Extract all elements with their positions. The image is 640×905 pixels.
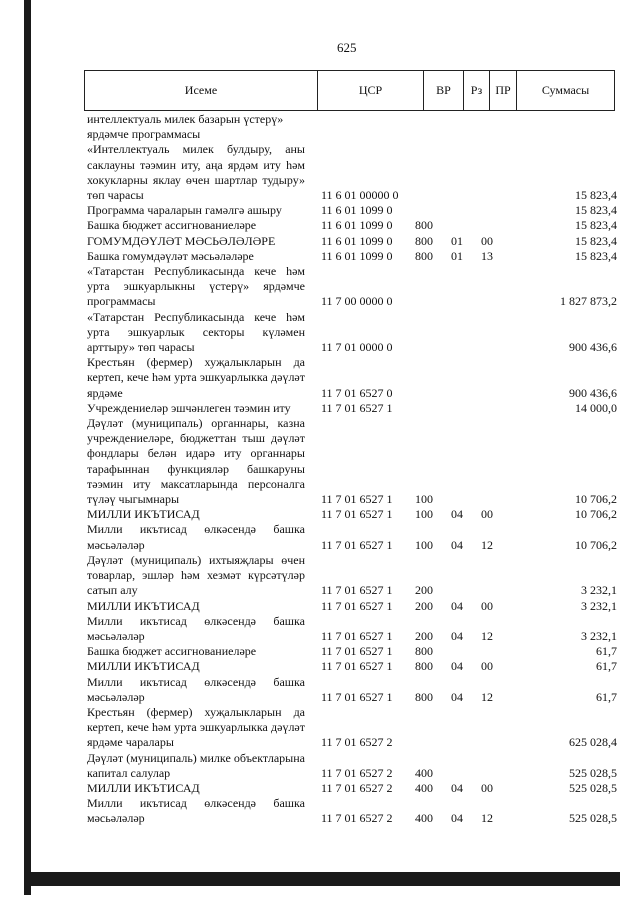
rz-cell: 04 [451, 689, 463, 704]
name-cell: МИЛЛИ ИКЪТИСАД [87, 659, 200, 674]
name-cell: МИЛЛИ ИКЪТИСАД [87, 507, 200, 522]
pr-cell: 12 [481, 537, 493, 552]
pr-cell: 00 [481, 659, 493, 674]
table-row [87, 522, 617, 552]
scan-bottom-edge [24, 872, 620, 886]
pr-cell: 00 [481, 780, 493, 795]
sum-cell: 525 028,5 [569, 765, 617, 780]
csr-cell: 11 7 01 6527 1 [321, 507, 393, 522]
table-row [87, 310, 617, 356]
name-cell: «Татарстан Республикасында кече һәм урта эшкуарлык секторы күләмен арттыру» төп чарасы [87, 309, 305, 355]
sum-cell: 3 232,1 [581, 628, 617, 643]
rz-cell: 01 [451, 248, 463, 263]
table-row [87, 553, 617, 599]
rz-cell: 04 [451, 507, 463, 522]
name-cell: Милли икътисад өлкәсендә башка мәсьәләләр [87, 674, 305, 704]
budget-table-body [87, 112, 617, 827]
name-cell: Крестьян (фермер) хуҗалыкларын да кертеп, кече һәм урта эшкуарлыкка дәүләт ярдәме чаралары [87, 704, 305, 750]
vr-cell: 800 [415, 218, 433, 233]
sum-cell: 14 000,0 [575, 400, 617, 415]
table-row [87, 705, 617, 751]
rz-cell: 04 [451, 659, 463, 674]
csr-cell: 11 6 01 00000 0 [321, 188, 399, 203]
sum-cell: 61,7 [596, 644, 617, 659]
vr-cell: 200 [415, 598, 433, 613]
sum-cell: 10 706,2 [575, 507, 617, 522]
vr-cell: 200 [415, 583, 433, 598]
csr-cell: 11 7 01 6527 1 [321, 598, 393, 613]
vr-cell: 100 [415, 507, 433, 522]
name-cell: МИЛЛИ ИКЪТИСАД [87, 780, 200, 795]
table-row [87, 659, 617, 674]
csr-cell: 11 7 00 0000 0 [321, 294, 393, 309]
pr-cell: 00 [481, 598, 493, 613]
sum-cell: 15 823,4 [575, 248, 617, 263]
name-cell: Крестьян (фермер) хуҗалыкларын да кертеп, кече һәм урта эшкуарлыкка дәүләт ярдәме [87, 355, 305, 400]
rz-cell: 04 [451, 628, 463, 643]
pr-cell: 12 [481, 811, 493, 826]
table-row [87, 416, 617, 507]
vr-cell: 100 [415, 537, 433, 552]
name-cell: Дәүләт (муниципаль) милке объектларына капитал салулар [87, 750, 305, 780]
table-header [84, 70, 615, 111]
csr-cell: 11 7 01 6527 1 [321, 537, 393, 552]
name-cell: Дәүләт (муниципаль) органнары, казна учреждениеләре, бюджеттан тыш дәүләт фондлары белән идарә иту органнары тарафыннан функцияләр башкаруны тәэмин иту максатларында персоналга түләү чыгымнары [87, 416, 305, 507]
table-row [87, 264, 617, 310]
name-cell: Милли икътисад өлкәсендә башка мәсьәләләр [87, 796, 305, 826]
csr-cell: 11 7 01 6527 2 [321, 735, 393, 750]
sum-cell: 61,7 [596, 659, 617, 674]
pr-cell: 00 [481, 507, 493, 522]
vr-cell: 800 [415, 659, 433, 674]
name-cell: МИЛЛИ ИКЪТИСАД [87, 598, 200, 613]
rz-cell: 01 [451, 233, 463, 248]
sum-cell: 10 706,2 [575, 492, 617, 507]
sum-cell: 625 028,4 [569, 735, 617, 750]
table-row [87, 218, 617, 233]
vr-cell: 800 [415, 644, 433, 659]
header-sum: Суммасы [517, 71, 615, 111]
csr-cell: 11 7 01 6527 2 [321, 765, 393, 780]
sum-cell: 15 823,4 [575, 203, 617, 218]
pr-cell: 00 [481, 233, 493, 248]
pr-cell: 12 [481, 628, 493, 643]
scan-left-edge [24, 0, 31, 895]
vr-cell: 800 [415, 689, 433, 704]
table-row [87, 751, 617, 781]
page-number: 625 [337, 40, 357, 55]
table-row [87, 249, 617, 264]
csr-cell: 11 7 01 6527 1 [321, 689, 393, 704]
header-pr: ПР [490, 71, 517, 111]
rz-cell: 04 [451, 537, 463, 552]
sum-cell: 900 436,6 [569, 340, 617, 355]
name-cell: Дәүләт (муниципаль) ихтыяҗлары өчен товарлар, эшләр һәм хезмәт күрсәтүләр сатып алу [87, 552, 305, 598]
vr-cell: 400 [415, 811, 433, 826]
table-row [87, 644, 617, 659]
name-cell: Учреждениеләр эшчәнлеген тәэмин иту [87, 400, 291, 415]
csr-cell: 11 6 01 1099 0 [321, 218, 393, 233]
sum-cell: 3 232,1 [581, 583, 617, 598]
vr-cell: 800 [415, 233, 433, 248]
rz-cell: 04 [451, 811, 463, 826]
pr-cell: 13 [481, 248, 493, 263]
name-cell: интеллектуаль милек базарын үстерү» ярдәмче программасы [87, 112, 284, 142]
name-cell: Башка гомумдәүләт мәсьәләләре [87, 248, 254, 263]
table-row [87, 234, 617, 249]
sum-cell: 61,7 [596, 689, 617, 704]
table-row [87, 401, 617, 416]
table-row [87, 599, 617, 614]
name-cell: ГОМУМДӘҮЛӘТ МӘСЬӘЛӘЛӘРЕ [87, 233, 276, 248]
csr-cell: 11 7 01 6527 1 [321, 583, 393, 598]
table-row [87, 614, 617, 644]
name-cell: Милли икътисад өлкәсендә башка мәсьәләләр [87, 613, 305, 643]
csr-cell: 11 7 01 6527 1 [321, 628, 393, 643]
csr-cell: 11 7 01 6527 1 [321, 644, 393, 659]
name-cell: Программа чараларын гамәлгә ашыру [87, 203, 282, 218]
csr-cell: 11 7 01 0000 0 [321, 340, 393, 355]
sum-cell: 3 232,1 [581, 598, 617, 613]
vr-cell: 200 [415, 628, 433, 643]
name-cell: Милли икътисад өлкәсендә башка мәсьәләләр [87, 522, 305, 552]
table-row [87, 203, 617, 218]
sum-cell: 525 028,5 [569, 780, 617, 795]
csr-cell: 11 6 01 1099 0 [321, 203, 393, 218]
table-row [87, 507, 617, 522]
sum-cell: 1 827 873,2 [560, 294, 617, 309]
table-row [87, 355, 617, 401]
name-cell: Башка бюджет ассигнованиеләре [87, 218, 257, 233]
csr-cell: 11 7 01 6527 1 [321, 492, 393, 507]
vr-cell: 400 [415, 765, 433, 780]
csr-cell: 11 6 01 1099 0 [321, 248, 393, 263]
header-name: Исеме [85, 71, 318, 111]
name-cell: Башка бюджет ассигнованиеләре [87, 644, 257, 659]
csr-cell: 11 7 01 6527 0 [321, 385, 393, 400]
table-row [87, 781, 617, 796]
header-vr: ВР [424, 71, 464, 111]
table-row [87, 142, 617, 203]
vr-cell: 800 [415, 248, 433, 263]
name-cell: «Интеллектуаль милек булдыру, аны саклауны тәэмин иту, аңа ярдәм иту һәм хокукларны яклау өчен шартлар тудыру» төп чарасы [87, 142, 305, 203]
header-csr: ЦСР [318, 71, 424, 111]
table-row [87, 796, 617, 826]
sum-cell: 525 028,5 [569, 811, 617, 826]
header-rz: Рз [464, 71, 490, 111]
csr-cell: 11 7 01 6527 2 [321, 780, 393, 795]
sum-cell: 900 436,6 [569, 385, 617, 400]
sum-cell: 15 823,4 [575, 233, 617, 248]
pr-cell: 12 [481, 689, 493, 704]
sum-cell: 15 823,4 [575, 188, 617, 203]
sum-cell: 15 823,4 [575, 218, 617, 233]
name-cell: «Татарстан Республикасында кече һәм урта эшкуарлыкны үстерү» ярдәмче программасы [87, 264, 305, 309]
table-row [87, 675, 617, 705]
csr-cell: 11 7 01 6527 2 [321, 811, 393, 826]
csr-cell: 11 7 01 6527 1 [321, 400, 393, 415]
csr-cell: 11 7 01 6527 1 [321, 659, 393, 674]
table-row [87, 112, 617, 142]
vr-cell: 100 [415, 492, 433, 507]
vr-cell: 400 [415, 780, 433, 795]
rz-cell: 04 [451, 780, 463, 795]
csr-cell: 11 6 01 1099 0 [321, 233, 393, 248]
sum-cell: 10 706,2 [575, 537, 617, 552]
rz-cell: 04 [451, 598, 463, 613]
